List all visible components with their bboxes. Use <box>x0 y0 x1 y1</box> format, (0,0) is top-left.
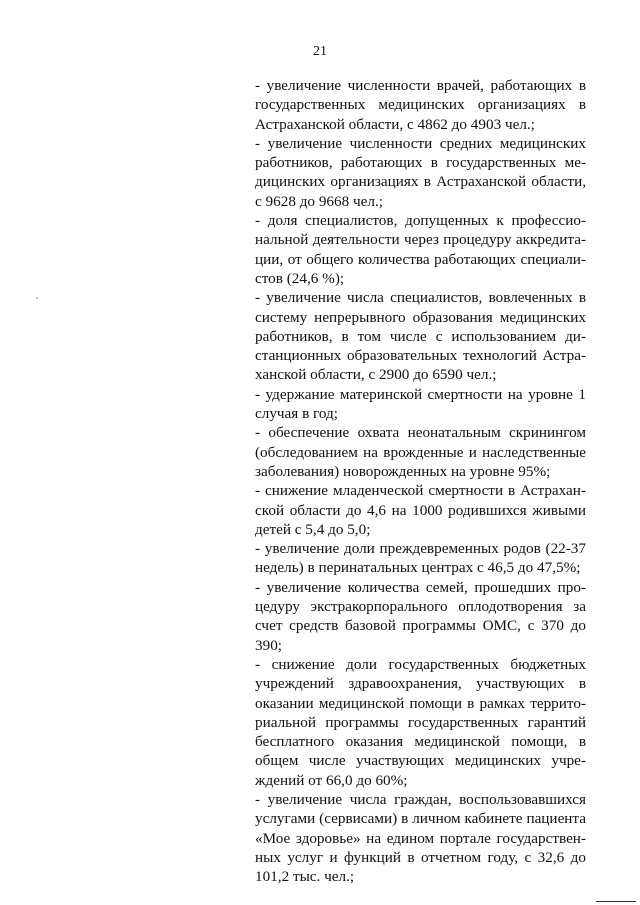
document-body <box>255 76 586 886</box>
margin-dot <box>36 297 38 299</box>
list-item: - увеличение численности средних медицинских работников, работающих в государственных медицинских организациях в Астраханской области, с 9628 до 9668 чел.; <box>255 134 586 210</box>
list-item: - увеличение численности врачей, работающих в государственных медицинских организациях в Астраханской области, с 4862 до 4903 чел.; <box>255 77 586 133</box>
footer-rule <box>596 901 636 902</box>
list-item: - доля специалистов, допущенных к профессиональной деятельности через процедуру аккредитации, от общего количества работающих специалистов (24,6 %); <box>255 212 586 287</box>
list-item: - увеличение количества семей, прошедших процедуру экстракорпорального оплодотворения за счет средств базовой программы ОМС, с 370 до 390; <box>255 578 586 654</box>
page-number: 21 <box>313 44 327 59</box>
list-item: - удержание материнской смертности на уровне 1 случая в год; <box>255 385 586 423</box>
list-item: - снижение младенческой смертности в Астраханской области до 4,6 на 1000 родившихся живыми детей с 5,4 до 5,0; <box>255 482 586 538</box>
list-item: - увеличение числа граждан, воспользовавшихся услугами (сервисами) в личном кабинете пациента «Мое здоровье» на едином портале государственных услуг и функций в отчетном году, с 32,6 до 101,2 тыс. чел.; <box>255 790 586 886</box>
list-item: - увеличение доли преждевременных родов (22-37 недель) в перинатальных центрах с 46,5 до 47,5%; <box>255 540 586 577</box>
list-item: - снижение доли государственных бюджетных учреждений здравоохранения, участвующих в оказании медицинской помощи в рамках территориальной программы государственных гарантий бесплатного оказания медицинской помощи, в общем числе участвующих медицинских учреждений от 66,0 до 60%; <box>255 655 586 789</box>
list-item: - обеспечение охвата неонатальным скринингом (обследованием на врожденные и наследственные заболевания) новорожденных на уровне 95%; <box>255 424 586 480</box>
list-item: - увеличение числа специалистов, вовлеченных в систему непрерывного образования медицинских работников, в том числе с использованием дистанционных образовательных технологий Астраханской области, с 2900 до 6590 чел.; <box>255 289 586 384</box>
